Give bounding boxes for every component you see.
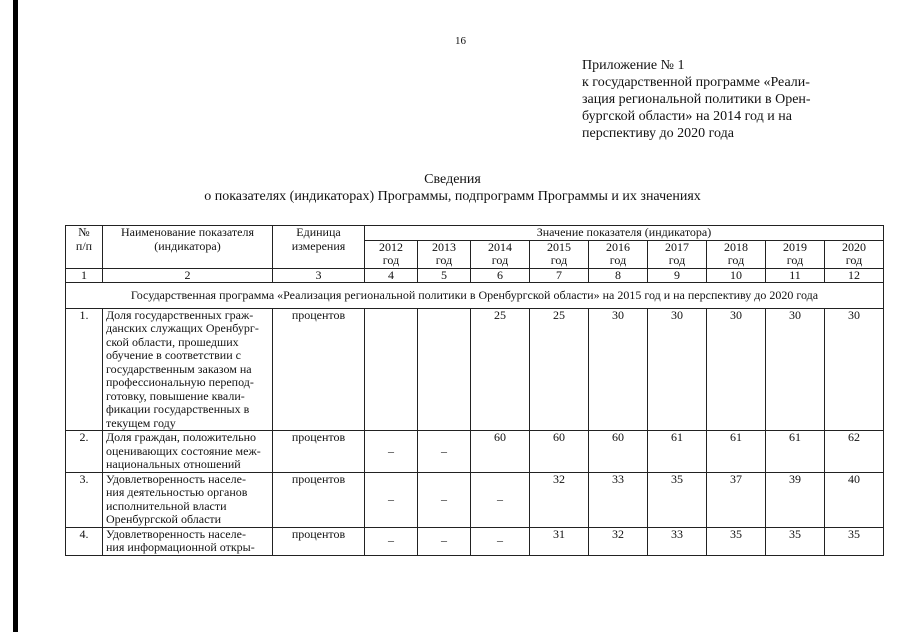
year-cell: 2020 год <box>825 240 884 268</box>
column-number-row <box>66 268 884 283</box>
value-cell: 39 <box>766 472 825 527</box>
value-cell: – <box>365 527 418 555</box>
column-number: 12 <box>825 268 884 283</box>
document-subtitle: о показателях (индикаторах) Программы, подпрограмм Программы и их значениях <box>204 189 701 204</box>
appendix-line: к государственной программе «Реали- <box>582 75 810 90</box>
unit-cell: процентов <box>273 527 365 555</box>
column-number: 3 <box>273 268 365 283</box>
value-cell: 61 <box>707 431 766 473</box>
indicator-name: Удовлетворенность населе- ния деятельностью органов исполнительной власти Оренбургской области <box>103 472 273 527</box>
year-cell: 2013 год <box>418 240 471 268</box>
header-values: Значение показателя (индикатора) <box>365 226 884 241</box>
table-row <box>66 527 884 555</box>
value-cell: 61 <box>766 431 825 473</box>
header-row <box>66 226 884 241</box>
table-row <box>66 472 884 527</box>
value-cell: 35 <box>766 527 825 555</box>
appendix-line: Приложение № 1 <box>582 58 685 73</box>
unit-cell: процентов <box>273 472 365 527</box>
value-cell: – <box>418 431 471 473</box>
year-cell: 2016 год <box>589 240 648 268</box>
value-cell: 30 <box>707 308 766 431</box>
column-number: 6 <box>471 268 530 283</box>
value-cell: 31 <box>530 527 589 555</box>
table-row <box>66 431 884 473</box>
indicators-table <box>65 225 884 556</box>
column-number: 11 <box>766 268 825 283</box>
value-cell <box>365 308 418 431</box>
value-cell: 25 <box>471 308 530 431</box>
unit-cell: процентов <box>273 431 365 473</box>
indicator-name: Доля государственных граж- данских служащих Оренбург- ской области, прошедших обучение в соответствии с государственным заказом на профессиональную перепод- готовку, повышение квали- фикации государственных в текущем году <box>103 308 273 431</box>
document-title: Сведения <box>424 172 481 187</box>
table-row <box>66 308 884 431</box>
value-cell: 40 <box>825 472 884 527</box>
header-unit: Единица измерения <box>273 226 365 269</box>
row-number: 4. <box>66 527 103 555</box>
year-cell: 2018 год <box>707 240 766 268</box>
row-number: 1. <box>66 308 103 431</box>
column-number: 9 <box>648 268 707 283</box>
appendix-line: бургской области» на 2014 год и на <box>582 109 792 124</box>
value-cell: 35 <box>648 472 707 527</box>
column-number: 1 <box>66 268 103 283</box>
value-cell: – <box>365 472 418 527</box>
column-number: 10 <box>707 268 766 283</box>
row-number: 2. <box>66 431 103 473</box>
value-cell: – <box>471 472 530 527</box>
year-cell: 2015 год <box>530 240 589 268</box>
column-number: 8 <box>589 268 648 283</box>
year-cell: 2014 год <box>471 240 530 268</box>
value-cell: 60 <box>589 431 648 473</box>
year-cell: 2012 год <box>365 240 418 268</box>
value-cell: 33 <box>648 527 707 555</box>
value-cell: 32 <box>530 472 589 527</box>
value-cell: 25 <box>530 308 589 431</box>
value-cell: 35 <box>825 527 884 555</box>
appendix-line: перспективу до 2020 года <box>582 126 734 141</box>
year-cell: 2017 год <box>648 240 707 268</box>
value-cell: 33 <box>589 472 648 527</box>
value-cell: 62 <box>825 431 884 473</box>
value-cell: 30 <box>766 308 825 431</box>
program-title: Государственная программа «Реализация региональной политики в Оренбургской области» на 2015 год и на перспективу до 2020 года <box>66 283 884 309</box>
value-cell: 61 <box>648 431 707 473</box>
appendix-note <box>582 57 852 142</box>
value-cell: – <box>418 472 471 527</box>
value-cell: 35 <box>707 527 766 555</box>
page-number: 16 <box>455 35 466 47</box>
year-cell: 2019 год <box>766 240 825 268</box>
value-cell: 32 <box>589 527 648 555</box>
scan-edge-bar <box>13 0 18 632</box>
value-cell: – <box>418 527 471 555</box>
indicator-name: Доля граждан, положительно оценивающих состояние меж- национальных отношений <box>103 431 273 473</box>
value-cell: – <box>365 431 418 473</box>
appendix-line: зация региональной политики в Орен- <box>582 92 811 107</box>
header-name: Наименование показателя (индикатора) <box>103 226 273 269</box>
value-cell: 30 <box>589 308 648 431</box>
value-cell: 60 <box>471 431 530 473</box>
program-row <box>66 283 884 309</box>
indicator-name: Удовлетворенность населе- ния информационной откры- <box>103 527 273 555</box>
value-cell: – <box>471 527 530 555</box>
unit-cell: процентов <box>273 308 365 431</box>
value-cell <box>418 308 471 431</box>
value-cell: 30 <box>825 308 884 431</box>
column-number: 4 <box>365 268 418 283</box>
value-cell: 60 <box>530 431 589 473</box>
header-num: № п/п <box>66 226 103 269</box>
value-cell: 30 <box>648 308 707 431</box>
value-cell: 37 <box>707 472 766 527</box>
column-number: 2 <box>103 268 273 283</box>
row-number: 3. <box>66 472 103 527</box>
column-number: 7 <box>530 268 589 283</box>
column-number: 5 <box>418 268 471 283</box>
